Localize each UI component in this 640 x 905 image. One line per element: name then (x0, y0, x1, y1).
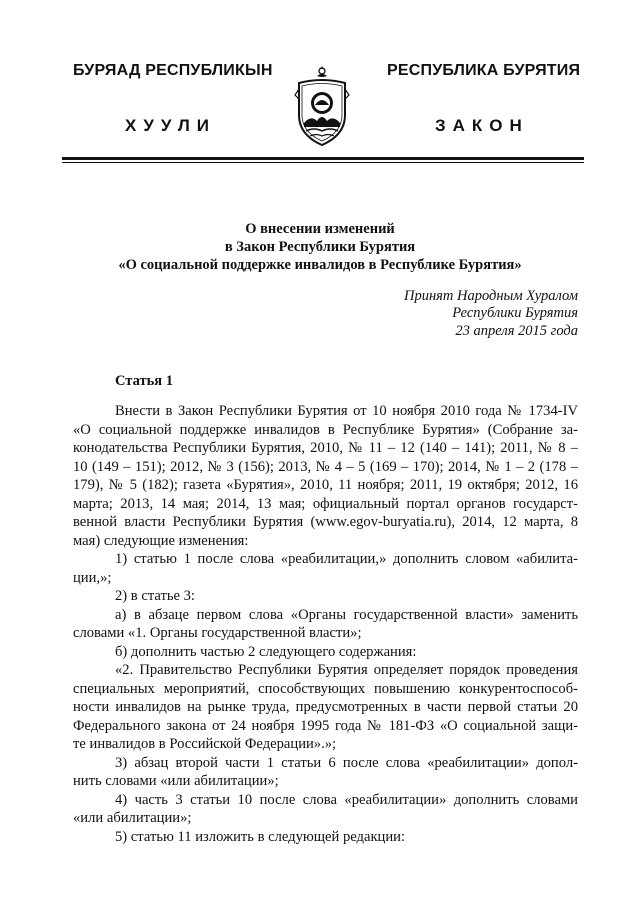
body-line: венной власти Республики Бурятия (www.egov-buryatia.ru), 2014, 12 марта, 8 (73, 514, 578, 530)
body-line: а) в абзаце первом слова «Органы государственной власти» заменить (115, 606, 578, 623)
law-title-line-2: в Закон Республики Бурятия (224, 239, 416, 255)
body-line: нить словами «или абилитации»; (73, 773, 279, 789)
body-line: мая) следующие изменения: (73, 532, 249, 549)
body-line: 5) статью 11 изложить в следующей редакции: (115, 828, 406, 845)
coat-of-arms-emblem (293, 65, 351, 147)
body-line: 179), № 5 (182); газета «Бурятия», 2010, 11 ноября; 2011, 19 октября; 2012, 16 (73, 477, 578, 493)
body-line: 2) в статье 3: (115, 588, 195, 604)
header-divider-thin (62, 162, 584, 163)
adoption-date: 23 апреля 2015 года (455, 323, 578, 339)
body-line: те инвалидов в Российской Федерации».»; (73, 736, 337, 752)
body-line: марта; 2013, 14 мая; 2014, 13 мая; официальный портал органов государст- (73, 495, 578, 512)
body-line: «или абилитации»; (73, 810, 192, 826)
body-line: специальных мероприятий, способствующих повышению конкурентоспособ- (73, 680, 578, 697)
body-line: 4) часть 3 статьи 10 после слова «реабилитации» дополнить словами (115, 791, 578, 808)
header-buryat-doc-type: ХУУЛИ (125, 116, 216, 135)
body-line: 3) абзац второй части 1 статьи 6 после слова «реабилитации» допол- (115, 754, 578, 771)
adoption-note-line-1: Принят Народным Хуралом (403, 288, 578, 304)
header-buryat-republic-name: БУРЯАД РЕСПУБЛИКЫН (73, 62, 273, 79)
law-title-line-3: «О социальной поддержке инвалидов в Республике Бурятия» (118, 257, 522, 273)
body-line: словами «1. Органы государственной власти»; (73, 625, 362, 641)
body-line: 10 (149 – 151); 2012, № 3 (156); 2013, № 4 – 5 (169 – 170); 2014, № 1 – 2 (178 – (73, 458, 578, 475)
body-line: ности инвалидов на рынке труда, предусмотренных в части первой статьи 20 (73, 699, 578, 715)
body-line: ции,»; (73, 569, 112, 586)
body-line: б) дополнить частью 2 следующего содержания: (115, 643, 417, 660)
body-line: 1) статью 1 после слова «реабилитации,» дополнить словом «абилита- (115, 551, 578, 567)
article-heading: Статья 1 (115, 373, 173, 389)
law-title-line-1: О внесении изменений (245, 221, 395, 237)
body-line: «2. Правительство Республики Бурятия определяет порядок проведения (115, 662, 578, 678)
header-divider-thick (62, 157, 584, 160)
adoption-note-line-2: Республики Бурятия (452, 305, 578, 321)
header-russian-doc-type: ЗАКОН (435, 116, 529, 135)
body-line: Федерального закона от 24 ноября 1995 года № 181-ФЗ «О социальной защи- (73, 717, 578, 734)
body-line: конодательства Республики Бурятия, 2010, № 11 – 12 (140 – 141); 2011, № 8 – (73, 440, 578, 456)
article-body (73, 402, 578, 846)
body-line: «О социальной поддержке инвалидов в Республике Бурятия» (Собрание за- (73, 421, 578, 438)
header-russian-republic-name: РЕСПУБЛИКА БУРЯТИЯ (387, 62, 581, 79)
body-line: Внести в Закон Республики Бурятия от 10 ноября 2010 года № 1734-IV (115, 403, 578, 419)
